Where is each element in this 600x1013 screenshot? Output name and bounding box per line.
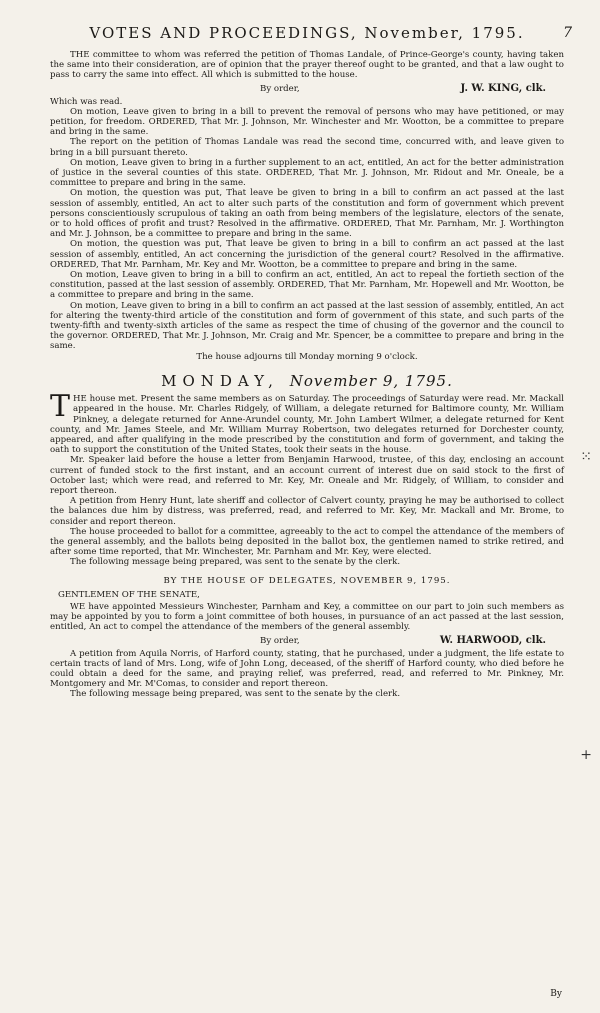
margin-cross-icon: + xyxy=(580,747,592,763)
paragraph: On motion, the question was put, That leave be given to bring in a bill to confirm an act passed at the last session of assembly, entitled, An act to alter such parts of the constitution and form of government which prevent persons conscientiously scrupulous of taking an oath from being members of the legislature, electors of the senate, or to hold offices of profit and trust? Resolved in the affirmative. ORDERED, That Mr. Parnham, Mr. J. Worthington and Mr. J. Johnson, be a committee to prepare and bring in the same. xyxy=(50,188,564,240)
clerk-signature: J. W. KING, clk. xyxy=(460,82,546,94)
committee-report: THE committee to whom was referred the petition of Thomas Landale, of Prince-George's county, having taken the same into their consideration, are of opinion that the prayer thereof ought to be granted, and that a law ought to pass to carry the same into effect. All which is submitted to the house. xyxy=(50,50,564,81)
paragraph: On motion, Leave given to bring in a bill to confirm an act passed at the last session of assembly, entitled, An act for altering the twenty-third article of the constitution and form of government of this state, and such parts of the twenty-fifth and twenty-sixth articles of the same as respect the time of chusing of the governor and the council to the governor. ORDERED, That Mr. J. Johnson, Mr. Craig and Mr. Spencer, be a committee to prepare and bring in the same. xyxy=(50,300,564,352)
paragraph: A petition from Aquila Norris, of Harford county, stating, that he purchased, under a judgment, the life estate to certain tracts of land of Mrs. Long, wife of John Long, deceased, of the sheriff of Harford county, who died before he could obtain a deed for the same, and praying relief, was preferred, read, and referred to Mr. Pinkney, Mr. Montgomery and Mr. M'Comas, to consider and report thereon. xyxy=(50,648,564,690)
message-address: GENTLEMEN OF THE SENATE, xyxy=(58,589,200,600)
day-title: MONDAY, xyxy=(161,371,279,390)
by-order-label: By order, xyxy=(260,635,300,646)
message-body: WE have appointed Messieurs Winchester, Parnham and Key, a committee on our part to join such members as may be appointed by you to form a joint committee of both houses, in pursuance of an act passed at the last session, entitled, An act to compel the attendance of the members of the general assembly. xyxy=(50,601,564,633)
paragraph: The report on the petition of Thomas Landale was read the second time, concurred with, and leave given to bring in a bill pursuant thereto. xyxy=(50,137,564,158)
drop-cap: T xyxy=(50,389,71,425)
running-title: VOTES AND PROCEEDINGS, November, 1795. xyxy=(89,24,525,42)
report-signoff xyxy=(50,84,564,96)
read-line: Which was read. xyxy=(50,96,123,107)
message-heading: BY THE HOUSE OF DELEGATES, NOVEMBER 9, 1795. xyxy=(163,575,451,586)
paragraph: A petition from Henry Hunt, late sheriff and collector of Calvert county, praying he may be authorised to collect the balances due him by distress, was preferred, read, and referred to Mr. Key, Mr. Mackall and Mr. Brome, to consider and report thereon. xyxy=(50,496,564,527)
monday-heading xyxy=(50,371,564,390)
page-header xyxy=(50,24,572,50)
paragraph: The following message being prepared, was sent to the senate by the clerk. xyxy=(70,557,401,568)
adjourn-line: The house adjourns till Monday morning 9 o'clock. xyxy=(196,351,418,362)
message-signoff xyxy=(50,636,564,648)
paragraph: The following message being prepared, was sent to the senate by the clerk. xyxy=(70,689,401,700)
paragraph: On motion, Leave given to bring in a bill to confirm an act, entitled, An act to repeal the fortieth section of the constitution, passed at the last session of assembly. ORDERED, That Mr. Parnham, Mr. Hopewell and Mr. Wootton, be a committee to prepare and bring in the same. xyxy=(50,270,564,301)
by-order-label: By order, xyxy=(260,83,300,94)
paragraph: On motion, the question was put, That leave be given to bring in a bill to confirm an act passed at the last session of assembly, entitled, An act concerning the jurisdiction of the general court? Resolved in the affirmative. ORDERED, That Mr. Parnham, Mr. Key and Mr. Wootton, be a committee to prepare and bring in the same. xyxy=(50,239,564,270)
friday-section xyxy=(50,50,564,362)
clerk-signature: W. HARWOOD, clk. xyxy=(439,634,546,646)
paragraph: The house proceeded to ballot for a committee, agreeably to the act to compel the attendance of the members of the general assembly, and the ballots being deposited in the ballot box, the gentlemen named to strike retired, and after some time reported, that Mr. Winchester, Mr. Parnham and Mr. Key, were elected. xyxy=(50,526,564,558)
page-number: 7 xyxy=(563,25,572,41)
paragraph: Mr. Speaker laid before the house a letter from Benjamin Harwood, trustee, of this day, enclosing an account current of funded stock to the first instant, and an account current of interest due on said stock to the first of October last; which were read, and referred to Mr. Key, Mr. Oneale and Mr. Ridgely, of William, to consider and report thereon. xyxy=(50,455,564,496)
day-date: November 9, 1795. xyxy=(289,371,453,390)
opening-text: HE house met. Present the same members as on Saturday. The proceedings of Saturday were read. Mr. Mackall appeared in the house. Mr. Charles Ridgely, of William, a delegate returned for Baltimore county, Mr. William Pinkney, a delegate returned for Anne-Arundel county, Mr. John Lambert Wilmer, a delegate returned for Kent county, and Mr. James Steele, and Mr. William Murray Robertson, two delegates returned for Dorchester county, appeared, and after qualifying in the mode prescribed by the constitution and form of government, and taking the oath to support the constitution of the United States, took their seats in the house. xyxy=(50,394,564,456)
paragraph: On motion, Leave given to bring in a further supplement to an act, entitled, An act for the better administration of justice in the several counties of this state. ORDERED, That Mr. J. Johnson, Mr. Ridout and Mr. Oneale, be a committee to prepare and bring in the same. xyxy=(50,157,564,189)
opening-paragraph xyxy=(50,389,564,456)
monday-section xyxy=(50,389,564,700)
paragraph: On motion, Leave given to bring in a bill to prevent the removal of persons who may have petitioned, or may petition, for freedom. ORDERED, That Mr. J. Johnson, Mr. Winchester and Mr. Wootton, be a committee to prepare and bring in the same. xyxy=(50,106,564,138)
catchword: By xyxy=(550,988,562,999)
margin-mark-icon: ⁙ xyxy=(580,449,592,465)
